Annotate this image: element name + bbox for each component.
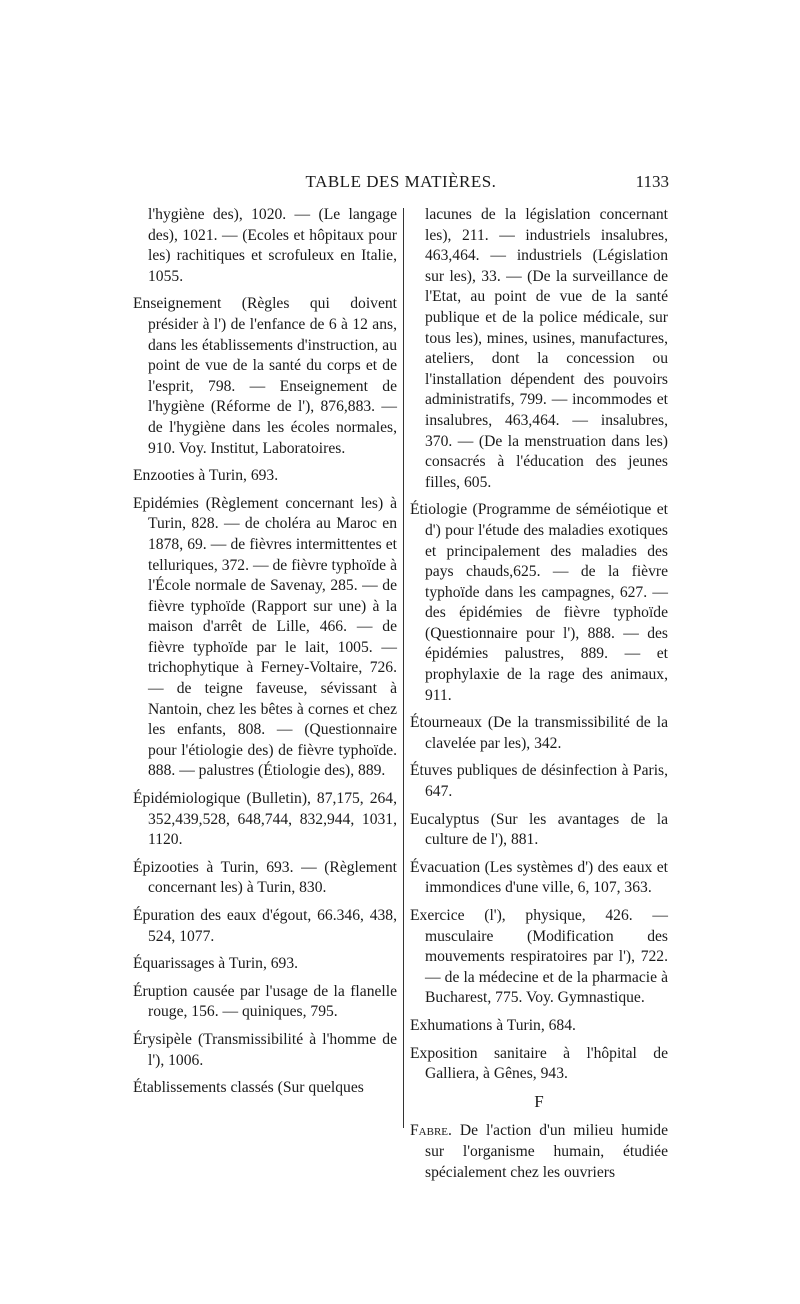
index-entry: Épuration des eaux d'égout, 66.346, 438, 524, 1077. <box>133 907 397 945</box>
page-header <box>133 172 669 194</box>
index-entry: Épizooties à Turin, 693. — (Règlement concernant les) à Turin, 830. <box>133 858 397 897</box>
left-column <box>133 205 397 1106</box>
index-entry: Exercice (l'), physique, 426. — musculaire (Modification des mouvements respiratoires par l'), 722. — de la médecine et de la pharmacie à Bucharest, 775. Voy. Gymnastique. <box>410 907 668 1007</box>
index-entry: Exposition sanitaire à l'hôpital de Galliera, à Gênes, 943. <box>410 1044 668 1083</box>
index-entry: Érysipèle (Transmissibilité à l'homme de l'), 1006. <box>133 1030 397 1069</box>
right-column-entries <box>410 205 668 1085</box>
index-entry: Établissements classés (Sur quelques <box>133 1079 364 1097</box>
index-entry: Équarissages à Turin, 693. <box>133 955 299 973</box>
section-letter: F <box>534 1091 544 1111</box>
running-title: TABLE DES MATIÈRES. <box>305 172 497 191</box>
index-entry-fabre <box>410 1121 668 1183</box>
index-entry: l'hygiène des), 1020. — (Le langage des), 1021. — (Ecoles et hôpitaux pour les) rachitiques et scrofuleux en Italie, 1055. <box>148 206 397 285</box>
column-divider <box>403 208 404 1128</box>
index-entry: Épidémiologique (Bulletin), 87,175, 264, 352,439,528, 648,744, 832,944, 1031, 1120. <box>133 790 397 849</box>
index-entry: Éruption causée par l'usage de la flanelle rouge, 156. — quiniques, 795. <box>133 982 397 1021</box>
index-entry: Enzooties à Turin, 693. <box>133 467 279 485</box>
index-entry: Étuves publiques de désinfection à Paris, 647. <box>410 762 668 801</box>
index-entry: Étiologie (Programme de séméiotique et d') pour l'étude des maladies exotiques et principalement des maladies des pays chauds,625. — de la fièvre typhoïde dans les campagnes, 627. — des épidémies de fièvre typhoïde (Questionnaire pour l'), 888. — des épidémies palustres, 889. — et prophylaxie de la rage des animaux, 911. <box>410 501 668 704</box>
index-entry: lacunes de la législation concernant les), 211. — industriels insalubres, 463,464. — industriels (Législation sur les), 33. — (De la surveillance de l'Etat, au point de vue de la santé publique et de la police médicale, sur tous les), mines, usines, manufactures, ateliers, dont la concession ou l'installation dépendent des pouvoirs administratifs, 799. — incommodes et insalubres, 463,464. — insalubres, 370. — (De la menstruation dans les) consacrés à l'éducation des jeunes filles, 605. <box>425 206 668 491</box>
right-column <box>410 205 668 1190</box>
index-entry: Évacuation (Les systèmes d') des eaux et immondices d'une ville, 6, 107, 363. <box>410 858 668 897</box>
entry-text: . De l'action d'un milieu humide sur l'organisme humain, étudiée spécialement chez les ouvriers <box>425 1122 668 1181</box>
index-entry: Enseignement (Règles qui doivent présider à l') de l'enfance de 6 à 12 ans, dans les établissements d'instruction, au point de vue de la santé du corps et de l'esprit, 798. — Enseignement de l'hygiène (Réforme de l'), 876,883. — de l'hygiène dans les écoles normales, 910. Voy. Institut, Laboratoires. <box>133 295 397 457</box>
index-entry: Exhumations à Turin, 684. <box>410 1016 576 1034</box>
index-entry: Eucalyptus (Sur les avantages de la culture de l'), 881. <box>410 810 668 849</box>
index-entry: Étourneaux (De la transmissibilité de la clavelée par les), 342. <box>410 714 668 752</box>
page-number: 1133 <box>635 172 669 191</box>
index-entry: Epidémies (Règlement concernant les) à Turin, 828. — de choléra au Maroc en 1878, 69. — de fièvres intermittentes et telluriques, 372. — de fièvre typhoïde à l'École normale de Savenay, 285. — de fièvre typhoïde (Rapport sur une) à la maison d'arrêt de Lille, 466. — de fièvre typhoïde par le lait, 1005. — trichophytique à Ferney-Voltaire, 726. — de teigne faveuse, sévissant à Nantoin, chez les bêtes à cornes et chez les enfants, 808. — (Questionnaire pour l'étiologie des) de fièvre typhoïde. 888. — palustres (Étiologie des), 889. <box>133 494 397 780</box>
author-name: Fabre <box>410 1122 449 1140</box>
